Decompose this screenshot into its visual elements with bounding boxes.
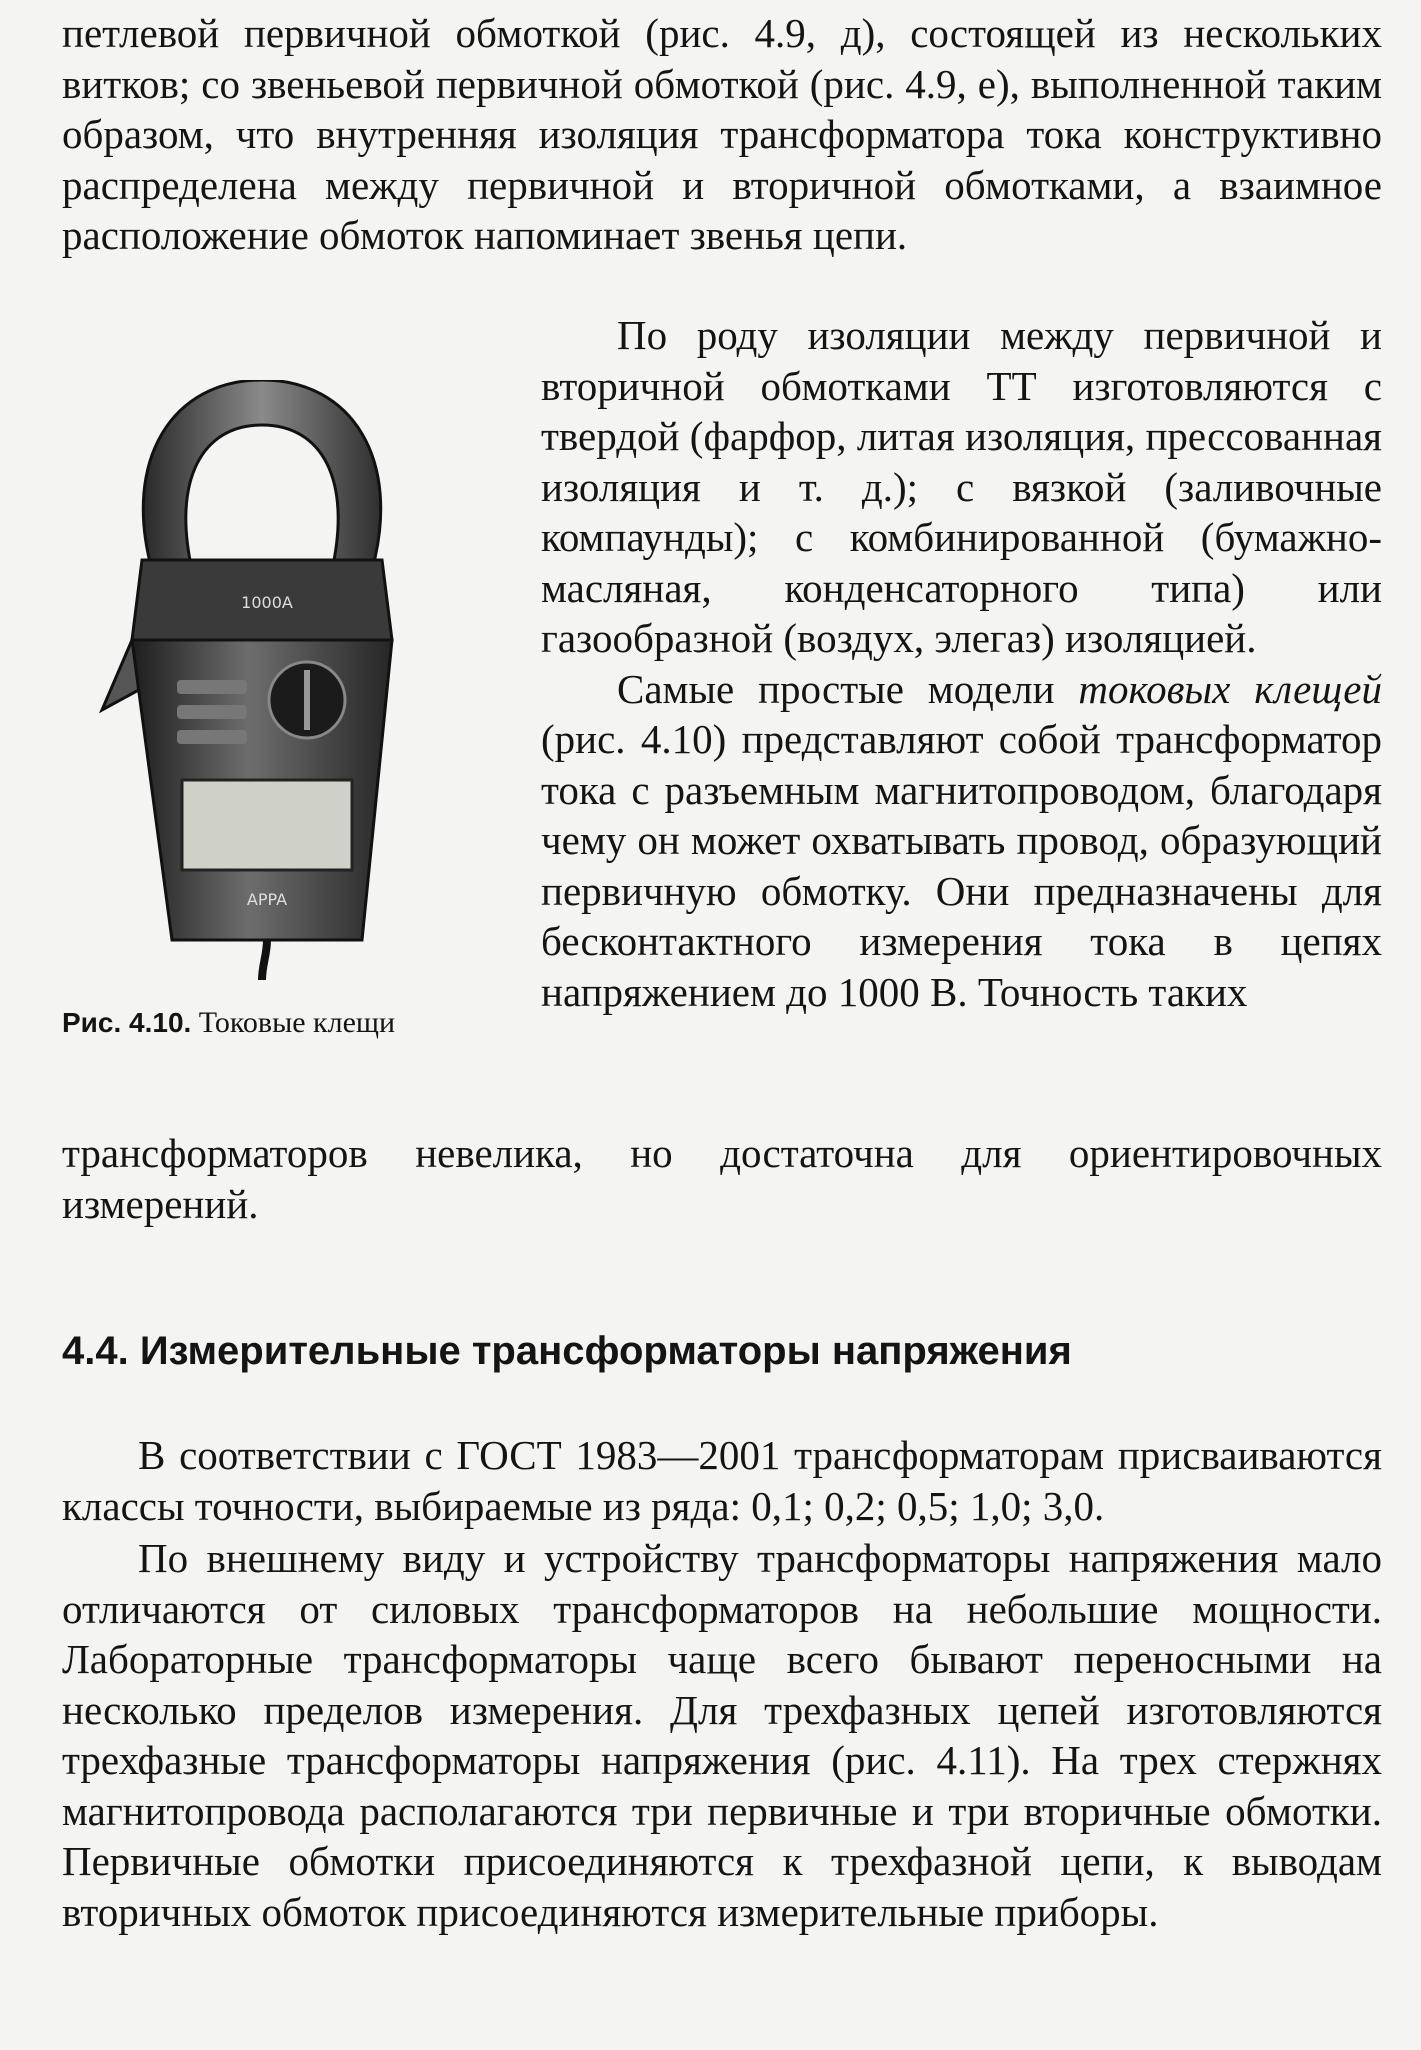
section-body (62, 1430, 1382, 1937)
caption-text: Токовые клещи (198, 1006, 396, 1039)
top-paragraph-text: петлевой первичной обмоткой (рис. 4.9, д), состоящей из нескольких витков; со звеньевой первичной обмоткой (рис. 4.9, е), выполненной таким образом, что внутренняя изоляция трансформатора тока конструктивно распределена между первичной и вторичной обмотками, а взаимное расположение обмоток напоминает звенья цепи. (62, 10, 1382, 258)
clamp-paragraph-rest: (рис. 4.10) представляют собой трансформатор тока с разъемным магнитопроводом, благодаря чему он может охватывать провод, образующий первичную обмотку. Они предназначены для бесконтактного измерения тока в цепях напряжением до 1000 В. Точность таких (541, 716, 1382, 1015)
jaw-shape (143, 380, 380, 570)
clamp-paragraph-end (62, 1128, 1382, 1229)
button-shape (177, 730, 247, 744)
right-column (541, 310, 1382, 1017)
section-paragraph-2: По внешнему виду и устройству трансформаторы напряжения мало отличаются от силовых трансформаторов на небольшие мощности. Лабораторные трансформаторы чаще всего бывают переносными на несколько пределов измерения. Для трехфазных цепей изготовляются трехфазные трансформаторы напряжения (рис. 4.11). На трех стержнях магнитопровода располагаются три первичные и три вторичные обмотки. Первичные обмотки присоединяются к трехфазной цепи, к выводам вторичных обмоток присоединяются измерительные приборы. (62, 1535, 1382, 1935)
clamp-paragraph-end-text: трансформаторов невелика, но достаточна для ориентировочных измерений. (62, 1130, 1382, 1227)
cable-shape (262, 940, 267, 980)
section-heading: 4.4. Измерительные трансформаторы напряжения (62, 1329, 1072, 1373)
brand-label: APPA (246, 890, 288, 909)
top-paragraph (62, 8, 1382, 261)
clamp-paragraph (541, 664, 1382, 1018)
section-paragraph-1: В соответствии с ГОСТ 1983—2001 трансформаторам присваиваются классы точности, выбираемые из ряда: 0,1; 0,2; 0,5; 1,0; 3,0. (62, 1432, 1382, 1529)
clamp-term: токовых клещей (1078, 665, 1382, 712)
button-shape (177, 680, 247, 694)
display-rating: 1000A (241, 593, 293, 612)
insulation-paragraph: По роду изоляции между первичной и вторичной обмотками ТТ изготовляются с твердой (фарфор, литая изоляция, прессованная изоляция и т. д.); с вязкой (заливочные компаунды); с комбинированной (бумажно-масляная, конденсаторного типа) или газообразной (воздух, элегаз) изоляцией. (541, 312, 1382, 661)
lcd-display (182, 780, 352, 870)
button-shape (177, 705, 247, 719)
figure-caption (62, 1005, 502, 1041)
caption-label: Рис. 4.10. (62, 1007, 192, 1038)
clamp-meter-illustration (62, 380, 492, 980)
clamp-paragraph-start: Самые простые модели (617, 665, 1079, 712)
clamp-meter-figure (62, 380, 492, 980)
